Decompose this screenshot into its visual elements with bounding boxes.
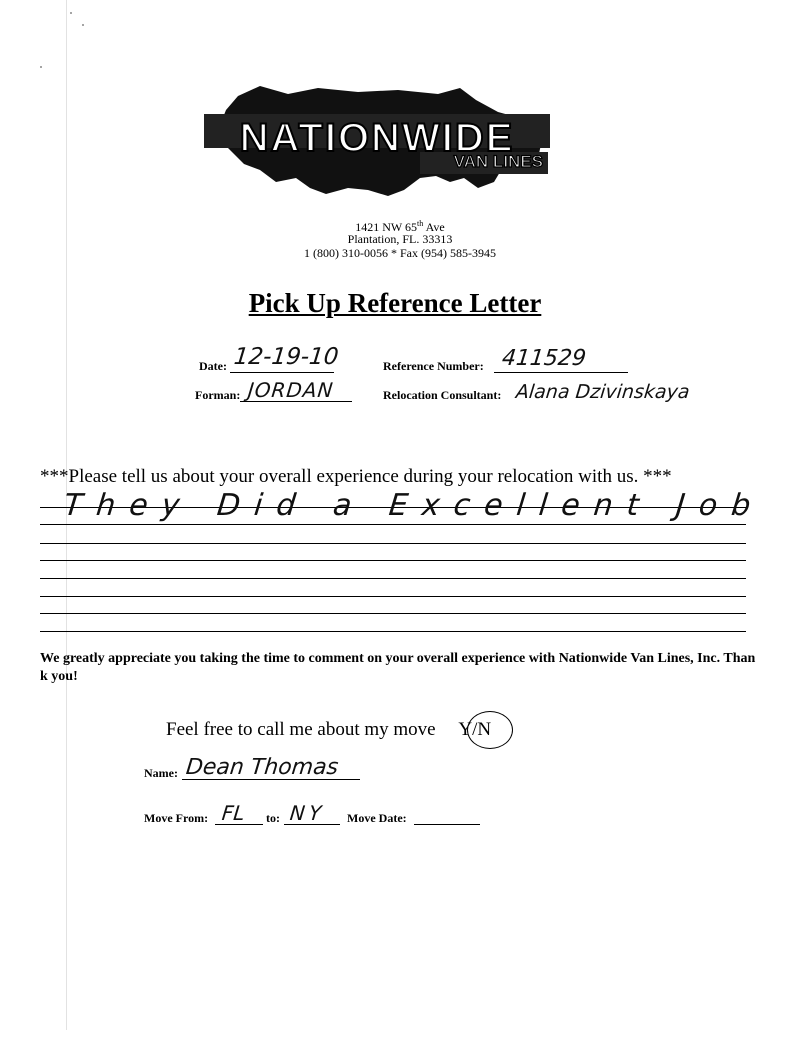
name-label: Name:	[144, 766, 178, 780]
call-me-question	[166, 719, 491, 741]
call-me-yes-option[interactable]: Y	[458, 719, 473, 740]
consultant-value[interactable]: Alana Dzivinskaya	[514, 381, 691, 403]
company-city: Plantation, FL. 33313	[347, 232, 453, 246]
date-label: Date:	[199, 359, 227, 373]
scan-speck	[82, 24, 84, 26]
page-title: Pick Up Reference Letter	[248, 288, 542, 318]
reference-underline	[494, 372, 628, 373]
response-line	[40, 560, 746, 561]
company-phone-fax: 1 (800) 310-0056 * Fax (954) 585-3945	[304, 246, 496, 260]
forman-value[interactable]: JORDAN	[246, 378, 335, 402]
name-value[interactable]: Dean Thomas	[184, 755, 340, 780]
reference-label: Reference Number:	[383, 359, 484, 373]
reference-value[interactable]: 411529	[500, 346, 588, 371]
response-line	[40, 596, 746, 597]
response-line	[40, 631, 746, 632]
call-me-no-option[interactable]: N	[477, 719, 492, 740]
move-to-label: to:	[266, 811, 280, 825]
date-underline	[230, 372, 334, 373]
company-logo	[198, 78, 558, 203]
experience-prompt: ***Please tell us about your overall experience during your relocation with us. ***	[40, 466, 672, 487]
company-street: 1421 NW 65th Ave	[355, 219, 445, 234]
response-line	[40, 543, 746, 544]
move-date-underline	[414, 824, 480, 825]
move-from-label: Move From:	[144, 811, 209, 825]
move-from-value[interactable]: FL	[220, 801, 246, 825]
logo-subtitle: VAN LINES	[453, 152, 543, 171]
call-me-separator: /	[472, 719, 478, 740]
response-line	[40, 613, 746, 614]
thank-you-note: We greatly appreciate you taking the time to comment on your overall experience with Nationwide Van Lines, Inc. Than k you!	[40, 651, 756, 684]
experience-response[interactable]: They Did a Excellent Job	[62, 488, 767, 523]
forman-label: Forman:	[195, 388, 241, 402]
call-me-text: Feel free to call me about my move	[166, 719, 436, 740]
response-line	[40, 578, 746, 579]
scan-speck	[40, 66, 42, 68]
move-date-label: Move Date:	[347, 811, 407, 825]
yes-selection-circle	[467, 711, 513, 749]
consultant-label: Relocation Consultant:	[383, 388, 502, 402]
date-value[interactable]: 12-19-10	[232, 344, 340, 370]
scan-speck	[70, 12, 72, 14]
logo-wordmark: NATIONWIDE	[239, 116, 515, 160]
move-to-value[interactable]: NY	[288, 801, 327, 825]
response-line	[40, 524, 746, 525]
